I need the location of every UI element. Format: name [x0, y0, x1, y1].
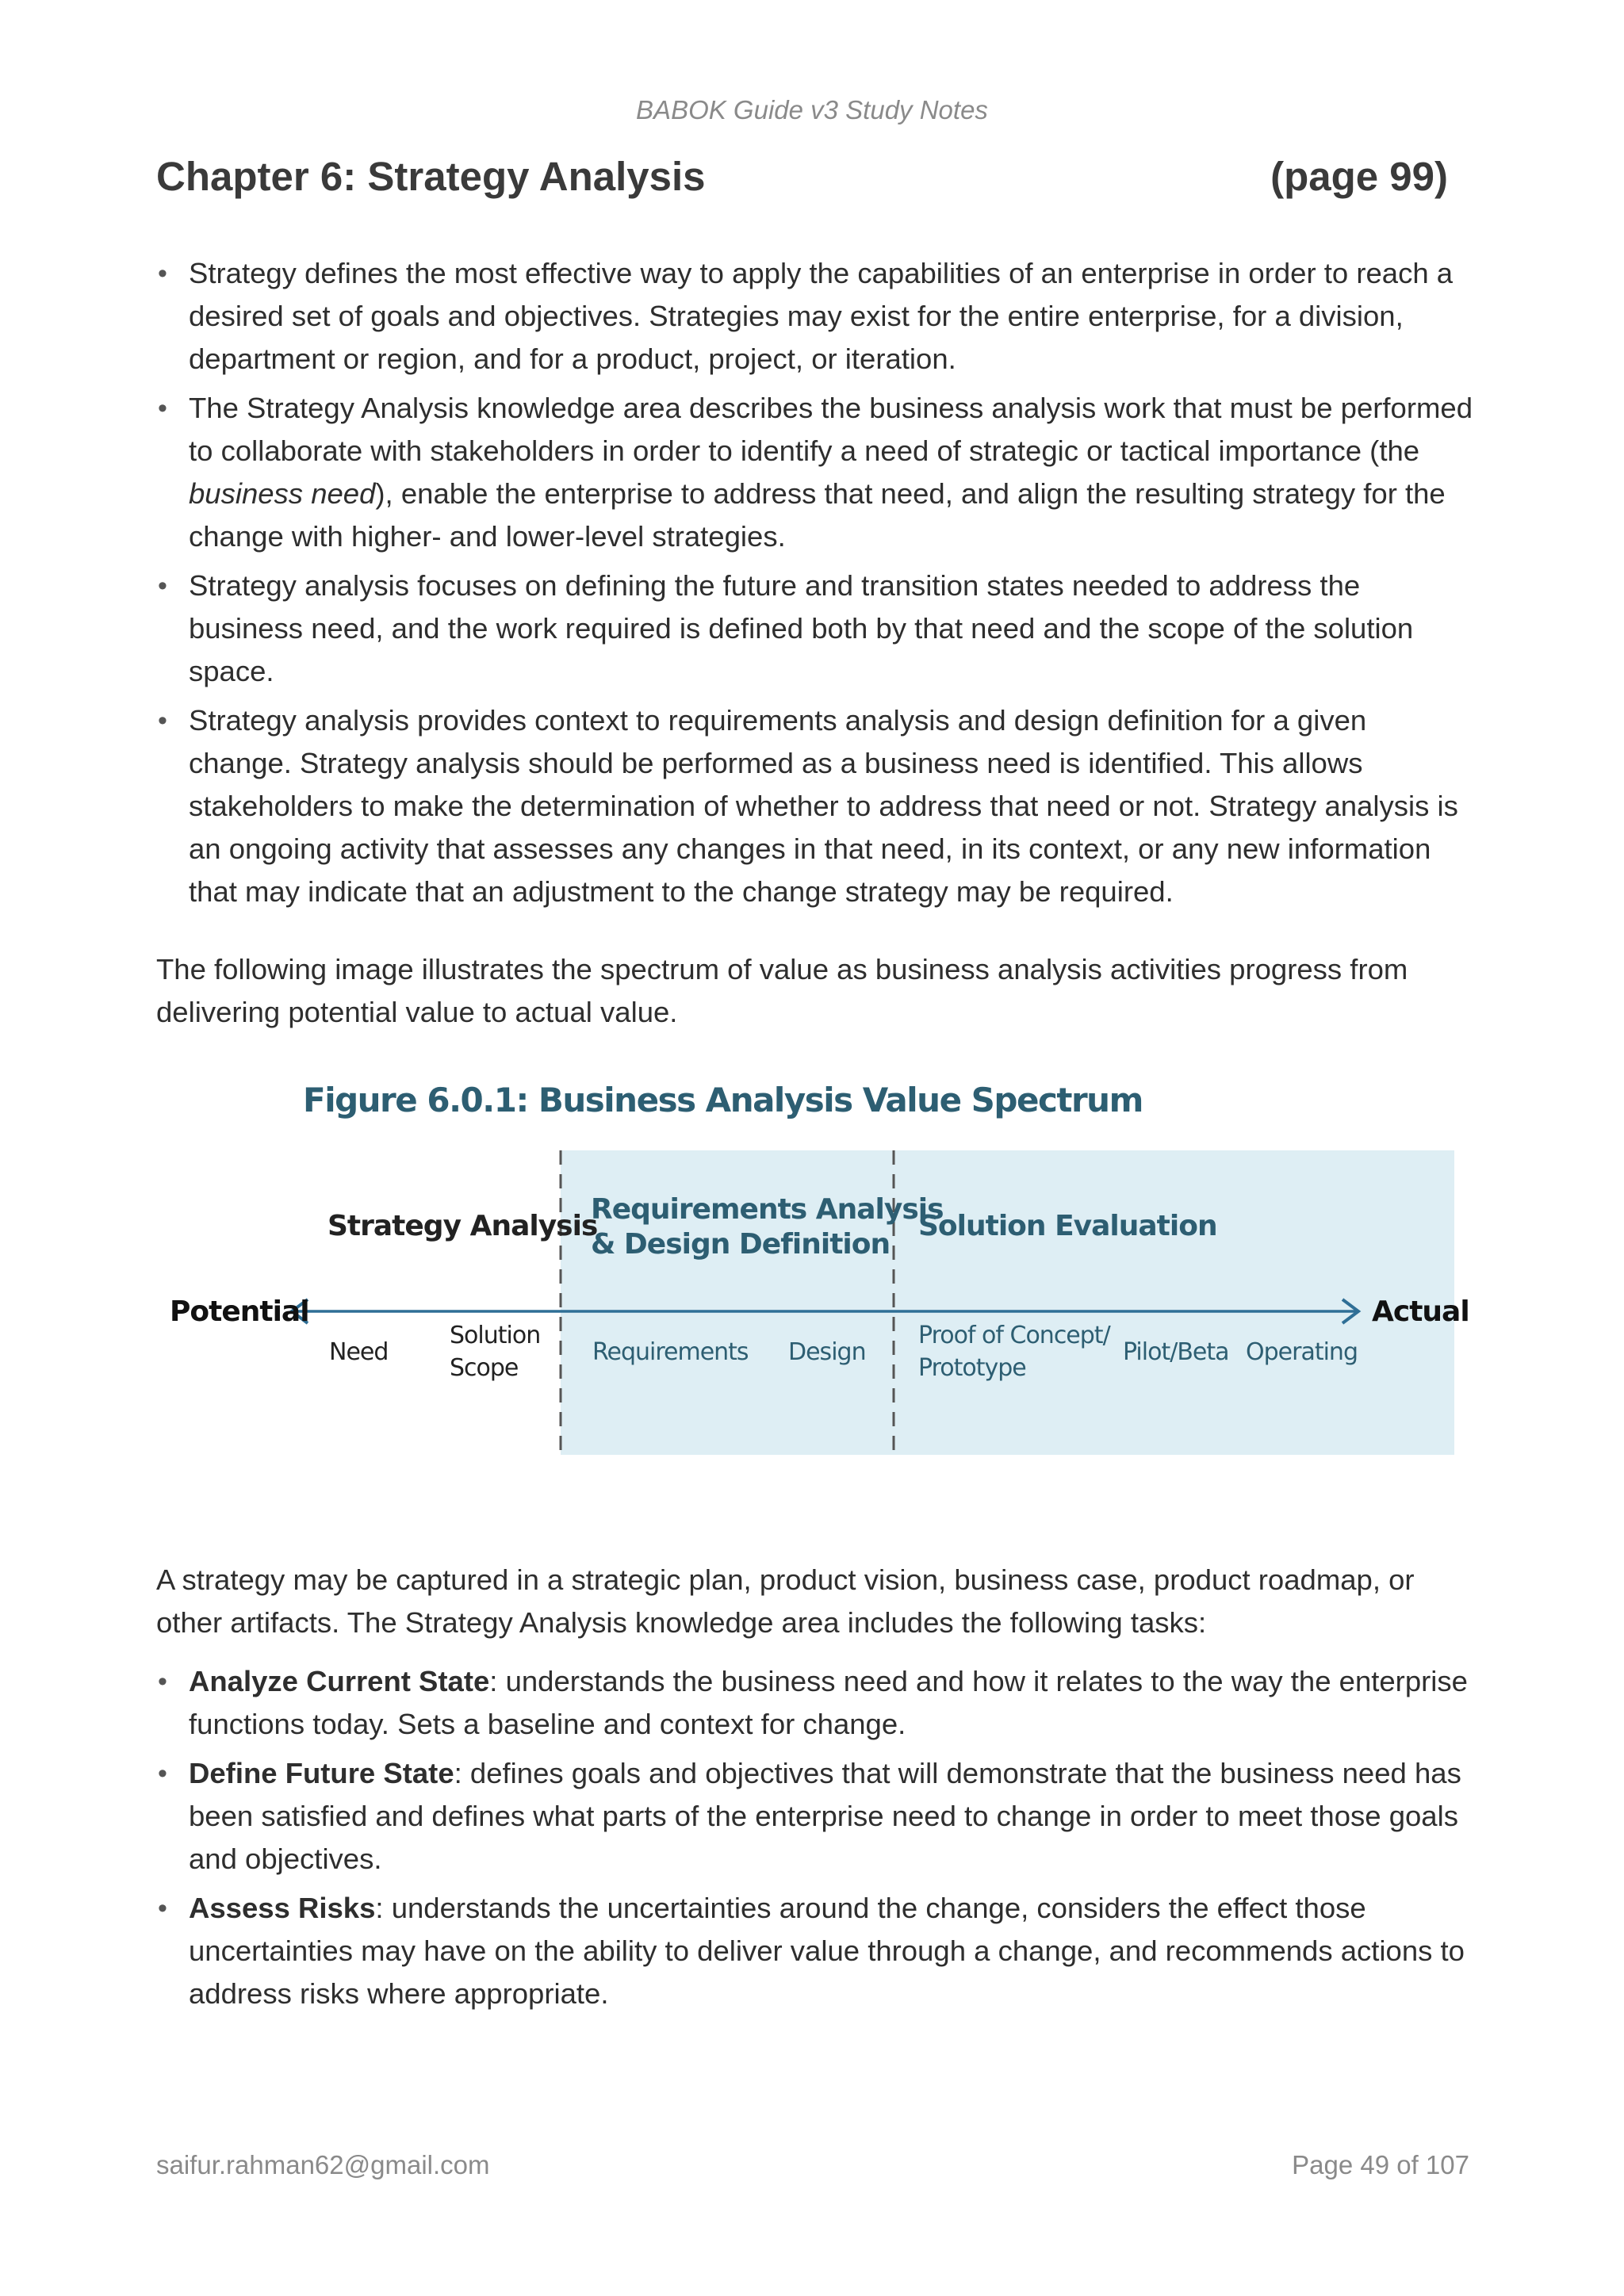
figure-title: Figure 6.0.1: Business Analysis Value Spectrum: [303, 1081, 1143, 1119]
figure-intro-paragraph: [156, 948, 1473, 1034]
section-solution-label: Solution Evaluation: [918, 1210, 1217, 1242]
section-requirements-label-2: & Design Definition: [591, 1228, 891, 1261]
business-need-term: business need: [189, 477, 376, 510]
task-name: Analyze Current State: [189, 1665, 490, 1697]
tasks-bullet-list: [156, 1660, 1473, 2015]
task-description: : understands the business need and how it relates to the way the enterprise functions today. Sets a baseline and context for change.: [189, 1665, 1468, 1740]
chapter-title: Chapter 6: Strategy Analysis: [156, 154, 706, 199]
value-spectrum-diagram: [159, 1078, 1469, 1475]
list-item: [156, 1752, 1473, 1881]
value-spectrum-figure: [159, 1078, 1469, 1475]
footer-page-number: Page 49 of 107: [1292, 2150, 1469, 2179]
list-item: [156, 387, 1473, 558]
task-name: Define Future State: [189, 1757, 454, 1789]
list-item: [156, 1887, 1473, 2015]
stage-solution-scope-2: Scope: [450, 1354, 519, 1382]
stage-operating: Operating: [1246, 1338, 1358, 1366]
task-description: : understands the uncertainties around the change, considers the effect those uncertainties may have on the ability to deliver value through a change, and recommends actions to address risks where appropriate.: [189, 1892, 1465, 2010]
stage-pilot: Pilot/Beta: [1123, 1338, 1229, 1366]
bullet-text: The Strategy Analysis knowledge area describes the business analysis work that must be performed to collaborate with stakeholders in order to identify a need of strategic or tactical importance (the: [189, 392, 1473, 467]
stage-poc-2: Prototype: [918, 1354, 1026, 1382]
footer-email: saifur.rahman62@gmail.com: [156, 2150, 490, 2179]
stage-solution-scope-1: Solution: [450, 1322, 541, 1349]
stage-requirements: Requirements: [592, 1338, 749, 1366]
running-header: BABOK Guide v3 Study Notes: [636, 95, 988, 124]
stage-design: Design: [788, 1338, 866, 1366]
figure-intro-text: The following image illustrates the spectrum of value as business analysis activities progress from delivering potential value to actual value.: [156, 953, 1408, 1028]
chapter-page-ref: (page 99): [1270, 154, 1448, 199]
bullet-text: ), enable the enterprise to address that need, and align the resulting strategy for the change with higher- and lower-level strategies.: [189, 477, 1446, 553]
tasks-section: [156, 1559, 1473, 2022]
stage-poc-1: Proof of Concept/: [918, 1322, 1110, 1349]
task-name: Assess Risks: [189, 1892, 376, 1924]
list-item: • Strategy defines the most effective way to apply the capabilities of an enterprise in order to reach a desired set of goals and objectives. Strategies may exist for the entire enterprise, for a division, department or region, and for a product, project, or iteration.: [156, 252, 1473, 381]
list-item: [156, 1660, 1473, 1746]
task-description: : defines goals and objectives that will demonstrate that the business need has been satisfied and defines what parts of the enterprise need to change in order to meet those goals and objectives.: [189, 1757, 1461, 1875]
intro-section: [156, 252, 1473, 920]
list-item: • Strategy analysis provides context to requirements analysis and design definition for a given change. Strategy analysis should be performed as a business need is identified. This allows stakeholders to make the determination of whether to address that need or not. Strategy analysis is an ongoing activity that assesses any changes in that need, in its context, or any new information that may indicate that an adjustment to the change strategy may be required.: [156, 699, 1473, 913]
tasks-intro-text: A strategy may be captured in a strategic plan, product vision, business case, product roadmap, or other artifacts. The Strategy Analysis knowledge area includes the following tasks:: [156, 1563, 1415, 1639]
axis-potential-label: Potential: [170, 1295, 309, 1328]
intro-bullet-list: [156, 252, 1473, 913]
stage-need: Need: [329, 1338, 389, 1366]
section-requirements-label-1: Requirements Analysis: [591, 1193, 944, 1226]
list-item: • Strategy analysis focuses on defining the future and transition states needed to address the business need, and the work required is defined both by that need and the scope of the solution space.: [156, 564, 1473, 693]
axis-actual-label: Actual: [1372, 1295, 1469, 1328]
section-strategy-label: Strategy Analysis: [327, 1210, 598, 1242]
